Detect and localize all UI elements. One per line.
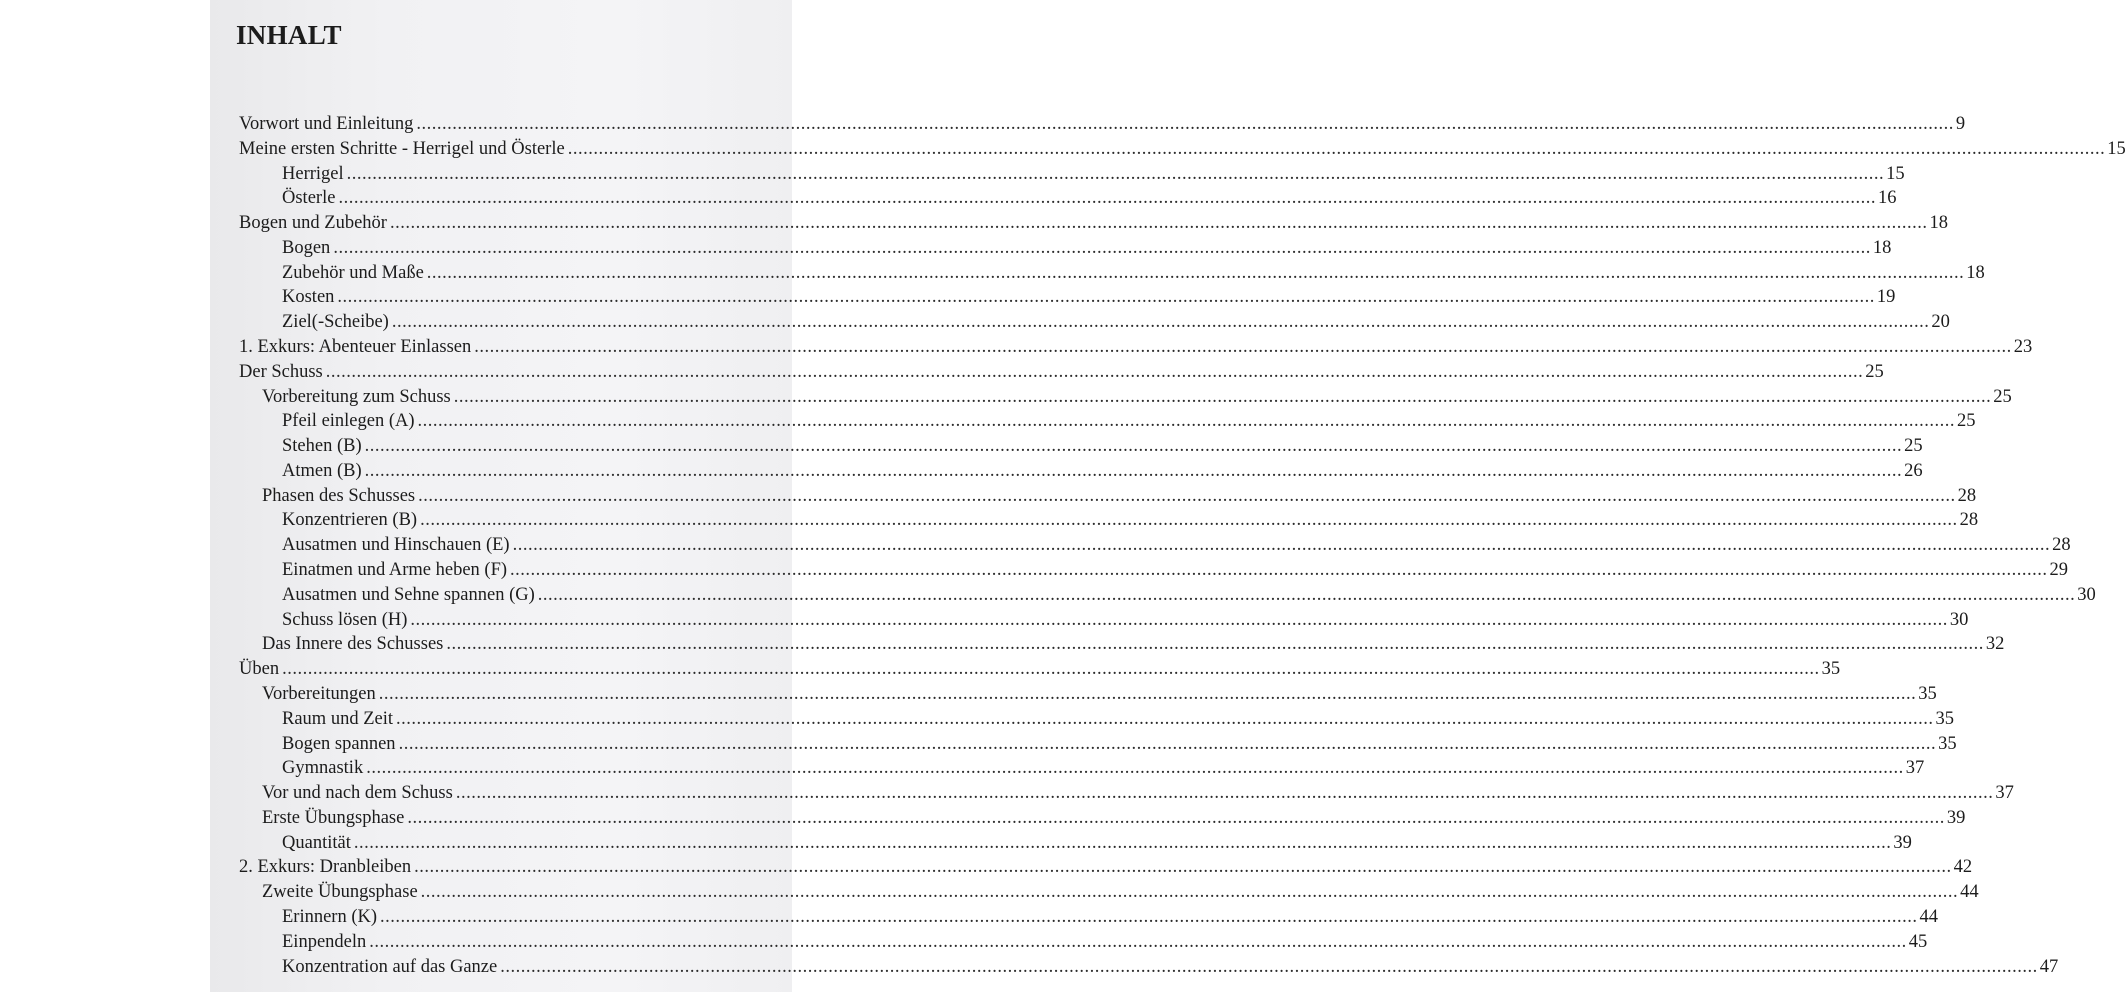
toc-dot-leader: ............................................................................................................................................................................................................................................................................................................ bbox=[325, 361, 1864, 382]
toc-entry-label: Quantität bbox=[282, 832, 351, 853]
toc-entry-label: Atmen (B) bbox=[282, 460, 362, 481]
toc-entry-page-number: 28 bbox=[1957, 485, 1977, 506]
toc-dot-leader: ............................................................................................................................................................................................................................................................................................................ bbox=[369, 931, 1907, 952]
toc-dot-leader: ............................................................................................................................................................................................................................................................................................................ bbox=[537, 584, 2076, 605]
toc-entry-page-number: 19 bbox=[1876, 287, 1896, 308]
toc-entry bbox=[262, 781, 2014, 805]
toc-dot-leader: ............................................................................................................................................................................................................................................................................................................ bbox=[500, 956, 2038, 977]
toc-entry-page-number: 45 bbox=[1908, 931, 1928, 952]
toc-entry-label: Pfeil einlegen (A) bbox=[282, 411, 415, 432]
toc-entry-label: 1. Exkurs: Abenteuer Einlassen bbox=[239, 337, 472, 358]
toc-entry bbox=[282, 459, 1923, 483]
toc-entry bbox=[282, 310, 1950, 334]
toc-entry-label: Vorwort und Einleitung bbox=[239, 114, 414, 134]
toc-entry-page-number: 35 bbox=[1935, 708, 1954, 729]
toc-entry-label: Ausatmen und Hinschauen (E) bbox=[282, 535, 510, 556]
toc-dot-leader: ............................................................................................................................................................................................................................................................................................................ bbox=[510, 560, 2048, 581]
toc-entry-label: Zweite Übungsphase bbox=[262, 882, 418, 903]
toc-entry-page-number: 47 bbox=[2039, 956, 2059, 977]
toc-entry-label: Zubehör und Maße bbox=[282, 262, 424, 283]
toc-entry-label: Bogen und Zubehör bbox=[239, 213, 387, 234]
toc-entry bbox=[262, 880, 1979, 904]
toc-entry-page-number: 44 bbox=[1960, 882, 1979, 903]
toc-dot-leader: ............................................................................................................................................................................................................................................................................................................ bbox=[398, 733, 1937, 754]
toc-dot-leader: ............................................................................................................................................................................................................................................................................................................ bbox=[455, 783, 1994, 804]
toc-entry bbox=[262, 682, 1937, 706]
toc-entry-page-number: 9 bbox=[1955, 114, 1966, 134]
toc-dot-leader: ............................................................................................................................................................................................................................................................................................................ bbox=[426, 262, 1965, 283]
toc-dot-leader: ............................................................................................................................................................................................................................................................................................................ bbox=[474, 337, 2012, 358]
toc-entry-page-number: 23 bbox=[2013, 337, 2033, 358]
toc-entry-label: Meine ersten Schritte - Herrigel und Österle bbox=[239, 138, 565, 159]
toc-entry-label: Stehen (B) bbox=[282, 436, 362, 457]
toc-entry-page-number: 26 bbox=[1904, 460, 1923, 481]
toc-entry bbox=[282, 508, 1979, 532]
toc-entry-label: Einatmen und Arme heben (F) bbox=[282, 560, 508, 581]
toc-dot-leader: ............................................................................................................................................................................................................................................................................................................ bbox=[453, 386, 1992, 407]
toc-dot-leader: ............................................................................................................................................................................................................................................................................................................ bbox=[417, 411, 1956, 432]
toc-entry bbox=[282, 732, 1957, 756]
toc-entry-page-number: 35 bbox=[1821, 659, 1841, 680]
toc-dot-leader: ............................................................................................................................................................................................................................................................................................................ bbox=[420, 882, 1959, 903]
toc-dot-leader: ............................................................................................................................................................................................................................................................................................................ bbox=[364, 436, 1903, 457]
toc-dot-leader: ............................................................................................................................................................................................................................................................................................................ bbox=[380, 906, 1918, 927]
toc-dot-leader: ............................................................................................................................................................................................................................................................................................................ bbox=[512, 535, 2051, 556]
toc-entry-label: Konzentration auf das Ganze bbox=[282, 956, 498, 977]
toc-entry-page-number: 39 bbox=[1946, 807, 1966, 828]
toc-entry-page-number: 25 bbox=[1993, 386, 2012, 407]
toc-dot-leader: ............................................................................................................................................................................................................................................................................................................ bbox=[338, 188, 1876, 209]
toc-entry-label: Erinnern (K) bbox=[282, 906, 378, 927]
toc-entry bbox=[282, 409, 1976, 433]
toc-entry bbox=[282, 236, 1892, 260]
toc-dot-leader: ............................................................................................................................................................................................................................................................................................................ bbox=[567, 138, 2106, 159]
toc-entry-page-number: 30 bbox=[2077, 584, 2096, 605]
toc-entry-label: Der Schuss bbox=[239, 361, 323, 382]
toc-entry bbox=[239, 112, 1966, 136]
toc-entry bbox=[282, 533, 2071, 557]
toc-entry bbox=[262, 484, 1977, 508]
toc-entry-label: Vorbereitung zum Schuss bbox=[262, 386, 451, 407]
toc-entry-page-number: 42 bbox=[1953, 857, 1973, 878]
toc-entry-page-number: 15 bbox=[2107, 138, 2126, 159]
toc-entry-label: Gymnastik bbox=[282, 758, 364, 779]
toc-dot-leader: ............................................................................................................................................................................................................................................................................................................ bbox=[391, 312, 1930, 333]
toc-entry bbox=[282, 955, 2059, 979]
toc-entry bbox=[239, 360, 1884, 384]
toc-entry-page-number: 30 bbox=[1949, 609, 1969, 630]
toc-entry-page-number: 28 bbox=[2052, 535, 2071, 556]
toc-entry-label: Bogen bbox=[282, 237, 331, 258]
toc-entry bbox=[239, 855, 1973, 879]
toc-entry bbox=[262, 385, 2012, 409]
toc-entry-label: Vor und nach dem Schuss bbox=[262, 783, 453, 804]
toc-entry bbox=[282, 756, 1925, 780]
toc-dot-leader: ............................................................................................................................................................................................................................................................................................................ bbox=[364, 460, 1903, 481]
toc-entry bbox=[262, 806, 1966, 830]
toc-entry-page-number: 28 bbox=[1959, 510, 1979, 531]
toc-entry bbox=[282, 434, 1923, 458]
toc-dot-leader: ............................................................................................................................................................................................................................................................................................................ bbox=[346, 163, 1885, 184]
toc-entry-page-number: 18 bbox=[1929, 213, 1948, 234]
page-title: INHALT bbox=[236, 20, 342, 50]
toc-entry-page-number: 18 bbox=[1872, 237, 1892, 258]
toc-entry-page-number: 35 bbox=[1918, 683, 1937, 704]
toc-entry-label: Einpendeln bbox=[282, 931, 367, 952]
toc-entry-page-number: 37 bbox=[1905, 758, 1925, 779]
toc-entry-label: Bogen spannen bbox=[282, 733, 396, 754]
toc-entry-page-number: 29 bbox=[2049, 560, 2069, 581]
toc-entry-label: Raum und Zeit bbox=[282, 708, 393, 729]
toc-entry bbox=[282, 583, 2096, 607]
toc-entry-label: Schuss lösen (H) bbox=[282, 609, 408, 630]
toc-entry-page-number: 44 bbox=[1919, 906, 1939, 927]
toc-entry-label: Üben bbox=[239, 659, 280, 680]
toc-dot-leader: ............................................................................................................................................................................................................................................................................................................ bbox=[337, 287, 1875, 308]
toc-entry-page-number: 39 bbox=[1893, 832, 1912, 853]
toc-entry bbox=[282, 285, 1896, 309]
toc-entry-page-number: 25 bbox=[1865, 361, 1884, 382]
toc-entry bbox=[239, 335, 2033, 359]
toc-entry bbox=[282, 930, 1928, 954]
book-page bbox=[210, 0, 2126, 992]
toc-entry-label: Ausatmen und Sehne spannen (G) bbox=[282, 584, 535, 605]
toc-entry-page-number: 35 bbox=[1938, 733, 1957, 754]
toc-entry-label: Kosten bbox=[282, 287, 335, 308]
toc-dot-leader: ............................................................................................................................................................................................................................................................................................................ bbox=[410, 609, 1948, 630]
toc-entry-label: Österle bbox=[282, 188, 336, 209]
toc-entry bbox=[239, 657, 1841, 681]
toc-dot-leader: ............................................................................................................................................................................................................................................................................................................ bbox=[366, 758, 1904, 779]
toc-dot-leader: ............................................................................................................................................................................................................................................................................................................ bbox=[407, 807, 1945, 828]
toc-dot-leader: ............................................................................................................................................................................................................................................................................................................ bbox=[282, 659, 1820, 680]
toc-dot-leader: ............................................................................................................................................................................................................................................................................................................ bbox=[389, 213, 1928, 234]
toc-dot-leader: ............................................................................................................................................................................................................................................................................................................ bbox=[416, 114, 1954, 134]
toc-entry bbox=[282, 707, 1954, 731]
toc-entry bbox=[239, 137, 2126, 161]
toc-dot-leader: ............................................................................................................................................................................................................................................................................................................ bbox=[353, 832, 1892, 853]
toc-entry bbox=[282, 831, 1912, 855]
toc-entry-label: Das Innere des Schusses bbox=[262, 634, 444, 655]
toc-dot-leader: ............................................................................................................................................................................................................................................................................................................ bbox=[378, 683, 1917, 704]
toc-entry-label: 2. Exkurs: Dranbleiben bbox=[239, 857, 412, 878]
toc-entry-page-number: 25 bbox=[1904, 436, 1923, 457]
toc-dot-leader: ............................................................................................................................................................................................................................................................................................................ bbox=[420, 510, 1958, 531]
toc-dot-leader: ............................................................................................................................................................................................................................................................................................................ bbox=[446, 634, 1984, 655]
toc-dot-leader: ............................................................................................................................................................................................................................................................................................................ bbox=[418, 485, 1956, 506]
toc-entry-label: Vorbereitungen bbox=[262, 683, 376, 704]
toc-entry-page-number: 37 bbox=[1995, 783, 2014, 804]
toc-dot-leader: ............................................................................................................................................................................................................................................................................................................ bbox=[414, 857, 1952, 878]
toc-entry bbox=[282, 558, 2069, 582]
toc-entry-page-number: 32 bbox=[1985, 634, 2005, 655]
toc-entry-label: Phasen des Schusses bbox=[262, 485, 416, 506]
toc-entry bbox=[282, 162, 1905, 186]
toc-entry-label: Herrigel bbox=[282, 163, 344, 184]
toc-entry-label: Ziel(-Scheibe) bbox=[282, 312, 389, 333]
toc-entry-page-number: 15 bbox=[1886, 163, 1905, 184]
toc-entry bbox=[282, 608, 1969, 632]
toc-entry-page-number: 20 bbox=[1931, 312, 1950, 333]
toc-entry bbox=[282, 261, 1985, 285]
toc-entry bbox=[282, 905, 1939, 929]
toc-entry bbox=[239, 211, 1948, 235]
toc-entry-label: Konzentrieren (B) bbox=[282, 510, 418, 531]
toc-entry bbox=[282, 186, 1897, 210]
toc-entry-label: Erste Übungsphase bbox=[262, 807, 405, 828]
toc-entry-page-number: 18 bbox=[1966, 262, 1985, 283]
toc-entry bbox=[262, 632, 2005, 656]
toc-dot-leader: ............................................................................................................................................................................................................................................................................................................ bbox=[395, 708, 1934, 729]
toc-dot-leader: ............................................................................................................................................................................................................................................................................................................ bbox=[333, 237, 1871, 258]
toc-entry-page-number: 25 bbox=[1957, 411, 1976, 432]
toc-entry-page-number: 16 bbox=[1877, 188, 1897, 209]
